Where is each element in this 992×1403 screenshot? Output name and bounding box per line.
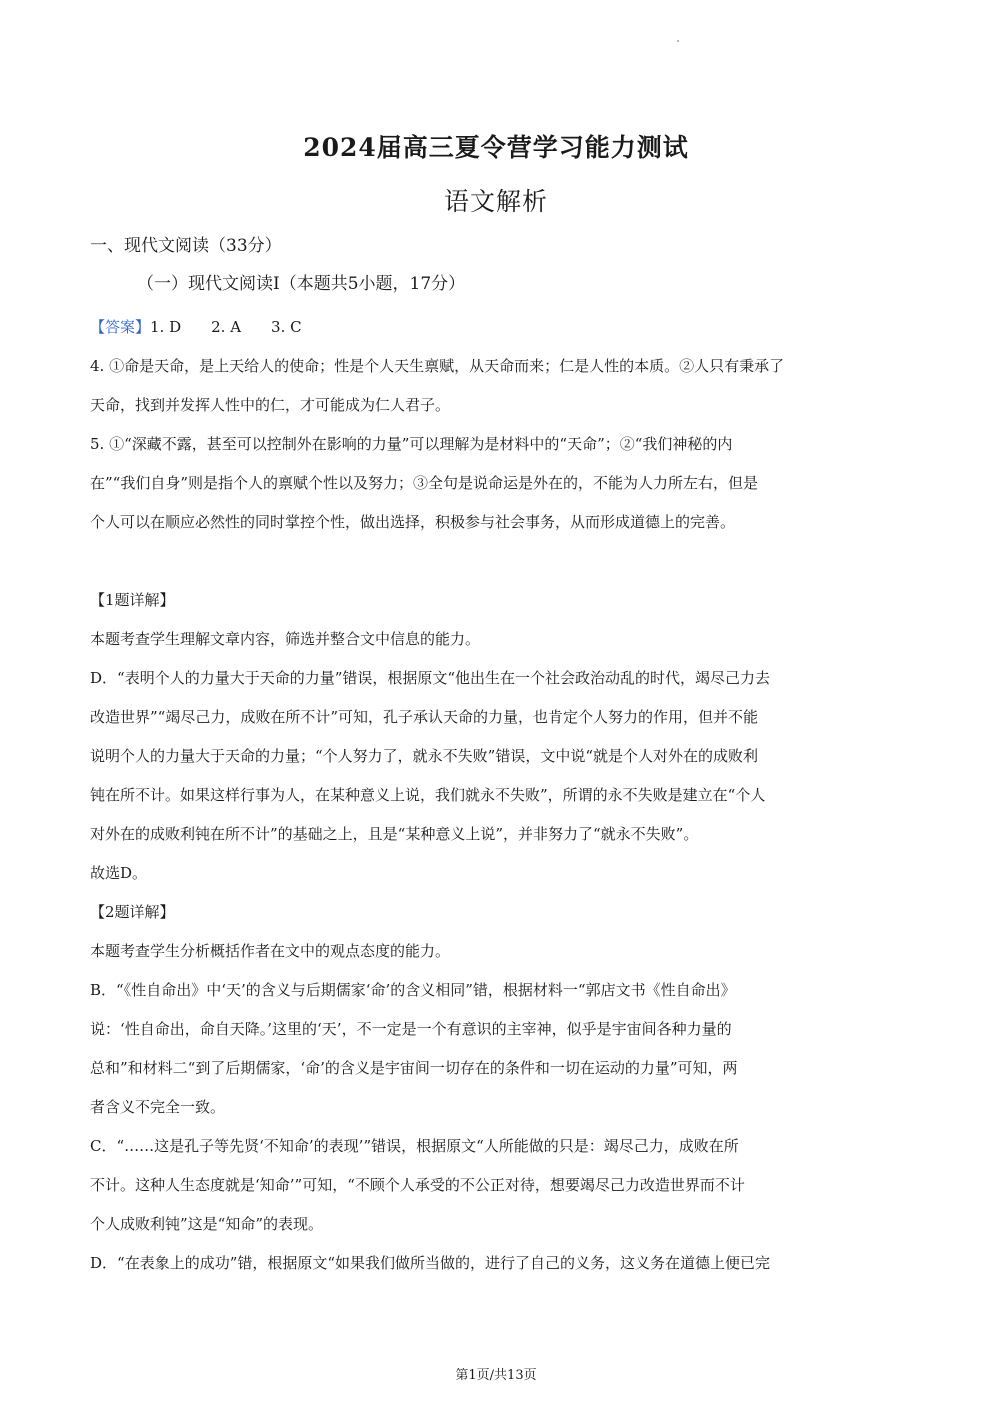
text-line: 者含义不完全一致。 <box>90 1098 226 1116</box>
answer-body <box>90 308 905 1283</box>
text-line: 说明个人的力量大于天命的力量；“个人努力了，就永不失败”错误，文中说“就是个人对外在的成败利 <box>90 747 759 765</box>
answer-key-line <box>90 308 905 347</box>
text-line: 对外在的成败利钝在所不计”的基础之上，且是“某种意义上说”，并非努力了“就永不失败”。 <box>90 825 699 843</box>
subsection-heading: （一）现代文阅读Ⅰ（本题共5小题，17分） <box>137 274 466 294</box>
text-line: D．“表明个人的力量大于天命的力量”错误，根据原文“他出生在一个社会政治动乱的时代，竭尽己力去 <box>90 669 771 687</box>
text-line: 4. ①命是天命，是上天给人的使命；性是个人天生禀赋，从天命而来；仁是人性的本质。②人只有秉承了 <box>90 357 785 375</box>
text-line: 个人成败利钝”这是“知命”的表现。 <box>90 1215 324 1233</box>
text-line: 钝在所不计。如果这样行事为人，在某种意义上说，我们就永不失败”，所谓的永不失败是建立在“个人 <box>90 786 766 804</box>
blank-line <box>90 542 905 581</box>
answer-key-text: 1. D 2. A 3. C <box>150 318 302 336</box>
text-line: 故选D。 <box>90 864 148 882</box>
explanation-lines <box>90 347 905 1283</box>
text-line: 5. ①“深藏不露，甚至可以控制外在影响的力量”可以理解为是材料中的“天命”；②“我们神秘的内 <box>90 435 733 453</box>
text-line: 在”“我们自身”则是指个人的禀赋个性以及努力；③全句是说命运是外在的，不能为人力所左右，但是 <box>90 474 759 492</box>
text-line: 【2题详解】 <box>90 903 175 921</box>
answer-tag: 【答案】 <box>90 318 151 336</box>
text-line: 改造世界”“竭尽己力，成败在所不计”可知，孔子承认天命的力量，也肯定个人努力的作用，但并不能 <box>90 708 759 726</box>
text-line: 本题考查学生理解文章内容，筛选并整合文中信息的能力。 <box>90 630 481 648</box>
text-line: 不计。这种人生态度就是‘知命’”可知，“不顾个人承受的不公正对待，想要竭尽己力改造世界而不计 <box>90 1176 745 1194</box>
text-line: 天命，找到并发挥人性中的仁，才可能成为仁人君子。 <box>90 396 451 414</box>
text-line: 本题考查学生分析概括作者在文中的观点态度的能力。 <box>90 942 451 960</box>
page-footer: 第1页/共13页 <box>455 1368 537 1383</box>
text-line: 个人可以在顺应必然性的同时掌控个性，做出选择，积极参与社会事务，从而形成道德上的完善。 <box>90 513 736 531</box>
text-line: D．“在表象上的成功”错，根据原文“如果我们做所当做的，进行了自己的义务，这义务在道德上便已完 <box>90 1254 771 1272</box>
section-heading: 一、现代文阅读（33分） <box>90 236 282 256</box>
text-line: B．“《性自命出》中‘天’的含义与后期儒家‘命’的含义相同”错，根据材料一“郭店文书《性自命出》 <box>90 981 736 999</box>
page-title: 2024届高三夏令营学习能力测试 <box>303 133 689 162</box>
text-line: 总和”和材料二“到了后期儒家，‘命’的含义是宇宙间一切存在的条件和一切在运动的力量”可知，两 <box>90 1059 738 1077</box>
scan-speck <box>677 40 679 42</box>
page-subtitle: 语文解析 <box>443 187 548 216</box>
text-line: 说：‘性自命出，命自天降。’这里的‘天’，不一定是一个有意识的主宰神，似乎是宇宙间各种力量的 <box>90 1020 732 1038</box>
text-line: 【1题详解】 <box>90 591 175 609</box>
text-line: C．“……这是孔子等先贤‘不知命’的表现’”错误，根据原文“人所能做的只是：竭尽己力，成败在所 <box>90 1137 739 1155</box>
